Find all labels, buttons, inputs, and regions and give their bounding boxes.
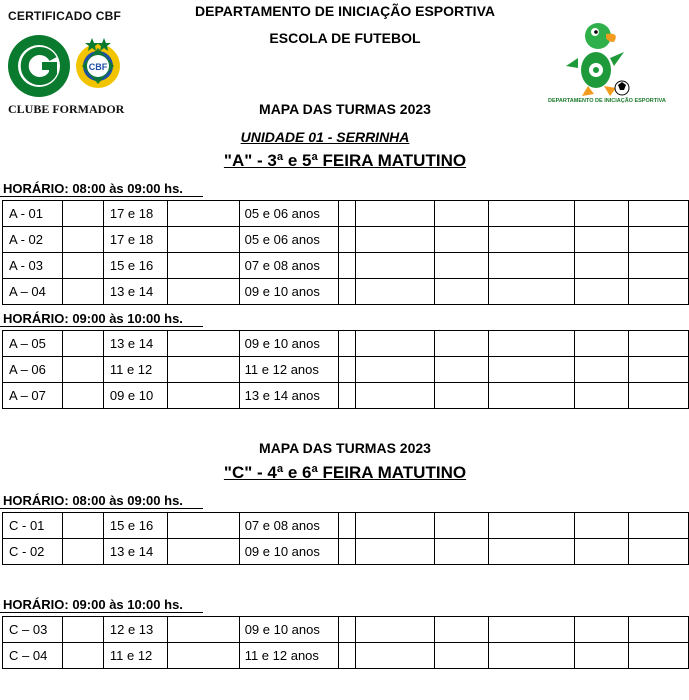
horario-underline [0, 508, 203, 509]
dias-cell: 13 e 14 [103, 331, 167, 357]
table-row [3, 539, 689, 565]
schedule-table-c1 [2, 512, 689, 565]
goias-crest-icon [6, 26, 128, 106]
idade-cell: 09 e 10 anos [239, 279, 338, 305]
turma-cell: A – 07 [3, 383, 63, 409]
idade-cell: 09 e 10 anos [239, 331, 338, 357]
dias-cell: 09 e 10 [103, 383, 167, 409]
idade-cell: 09 e 10 anos [239, 617, 338, 643]
schedule-table-a1 [2, 200, 689, 305]
idade-cell: 05 e 06 anos [239, 227, 338, 253]
dias-cell: 11 e 12 [103, 357, 167, 383]
dias-cell: 17 e 18 [103, 201, 167, 227]
turma-cell: A - 02 [3, 227, 63, 253]
map-title-2: MAPA DAS TURMAS 2023 [259, 440, 431, 456]
turma-cell: A – 06 [3, 357, 63, 383]
table-row [3, 513, 689, 539]
badge-top-text: CERTIFICADO CBF [8, 9, 121, 23]
idade-cell: 05 e 06 anos [239, 201, 338, 227]
badge-bottom-text: CLUBE FORMADOR [8, 102, 125, 116]
horario-underline [0, 326, 203, 327]
mascot-logo [548, 18, 666, 114]
table-row [3, 279, 689, 305]
dias-cell: 13 e 14 [103, 279, 167, 305]
horario-c-1: HORÁRIO: 08:00 às 09:00 hs. [3, 493, 183, 508]
idade-cell: 07 e 08 anos [239, 513, 338, 539]
table-row [3, 383, 689, 409]
dias-cell: 11 e 12 [103, 643, 167, 669]
dias-cell: 13 e 14 [103, 539, 167, 565]
table-row [3, 617, 689, 643]
school-title: ESCOLA DE FUTEBOL [269, 30, 421, 46]
turma-cell: A - 03 [3, 253, 63, 279]
schedule-table-a2 [2, 330, 689, 409]
idade-cell: 11 e 12 anos [239, 357, 338, 383]
table-row [3, 331, 689, 357]
table-row [3, 201, 689, 227]
goias-cbf-badge [6, 4, 128, 118]
table-row [3, 643, 689, 669]
table-row [3, 227, 689, 253]
idade-cell: 11 e 12 anos [239, 643, 338, 669]
turma-cell: A - 01 [3, 201, 63, 227]
turma-cell: C - 01 [3, 513, 63, 539]
horario-a-1: HORÁRIO: 08:00 às 09:00 hs. [3, 181, 183, 196]
turma-cell: C – 04 [3, 643, 63, 669]
section-title-a: "A" - 3ª e 5ª FEIRA MATUTINO [223, 151, 467, 170]
mascot-caption: DEPARTAMENTO DE INICIAÇÃO ESPORTIVA [548, 98, 666, 104]
turma-cell: A – 05 [3, 331, 63, 357]
idade-cell: 09 e 10 anos [239, 539, 338, 565]
horario-underline [0, 196, 203, 197]
horario-c-2: HORÁRIO: 09:00 às 10:00 hs. [3, 597, 183, 612]
department-title: DEPARTAMENTO DE INICIAÇÃO ESPORTIVA [195, 3, 495, 19]
dias-cell: 12 e 13 [103, 617, 167, 643]
dias-cell: 17 e 18 [103, 227, 167, 253]
turma-cell: C – 03 [3, 617, 63, 643]
svg-text:CBF: CBF [88, 62, 108, 72]
horario-a-2: HORÁRIO: 09:00 às 10:00 hs. [3, 311, 183, 326]
horario-underline [0, 612, 203, 613]
parrot-mascot-icon [548, 18, 658, 98]
table-row [3, 357, 689, 383]
map-title-1: MAPA DAS TURMAS 2023 [259, 101, 431, 117]
idade-cell: 07 e 08 anos [239, 253, 338, 279]
section-title-c: "C" - 4ª e 6ª FEIRA MATUTINO [223, 463, 467, 482]
turma-cell: A – 04 [3, 279, 63, 305]
idade-cell: 13 e 14 anos [239, 383, 338, 409]
schedule-table-c2 [2, 616, 689, 669]
turma-cell: C - 02 [3, 539, 63, 565]
dias-cell: 15 e 16 [103, 513, 167, 539]
table-row [3, 253, 689, 279]
dias-cell: 15 e 16 [103, 253, 167, 279]
unit-title: UNIDADE 01 - SERRINHA [240, 129, 410, 145]
